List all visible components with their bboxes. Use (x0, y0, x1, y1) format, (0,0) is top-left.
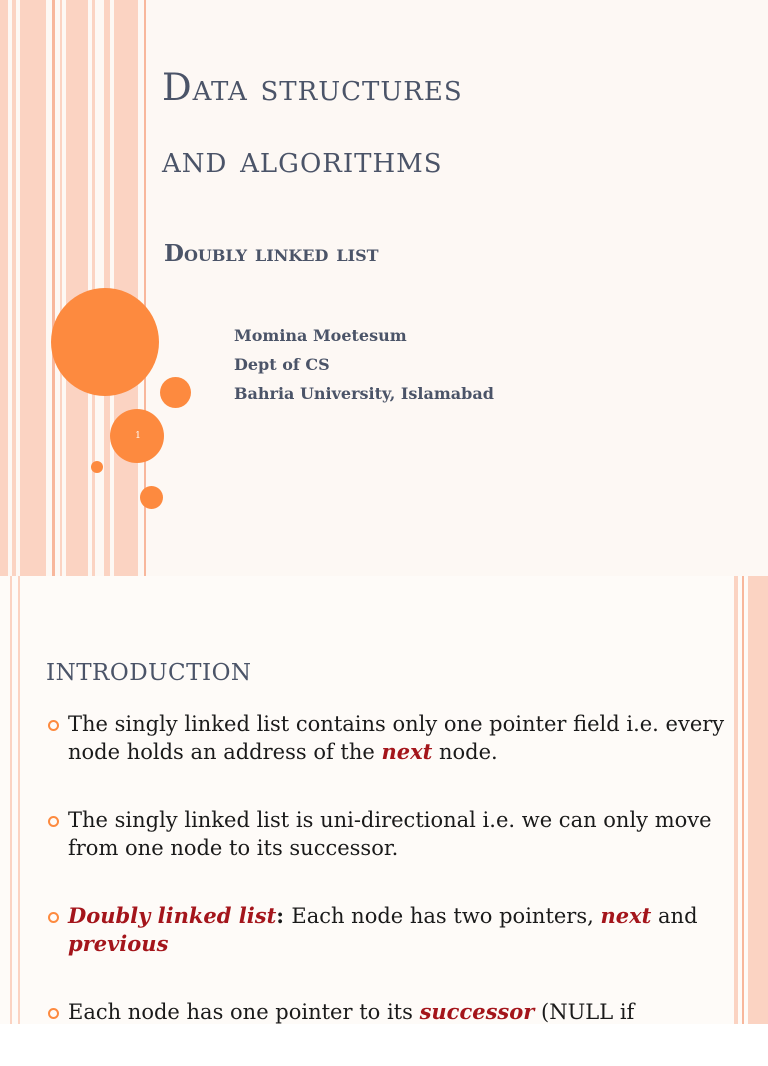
stripe (114, 0, 138, 576)
decorative-circle (91, 461, 103, 473)
bullet-text: The singly linked list is uni-directional i.e. we can only move from one node to its successor. (68, 808, 712, 860)
stripe (12, 0, 16, 576)
bullet-icon (48, 720, 59, 731)
bullet-icon (48, 816, 59, 827)
stripe (748, 576, 768, 1024)
highlighted-term: next (600, 903, 652, 928)
bullet-item (46, 998, 726, 1026)
bullet-text: : (276, 903, 292, 928)
decorative-circle (51, 288, 159, 396)
bullet-text: Each node has one pointer to its (68, 1000, 420, 1024)
decorative-circle (140, 486, 163, 509)
bullet-icon (48, 1008, 59, 1019)
stripe (20, 0, 46, 576)
bullet-text: Each node has two pointers, (291, 904, 601, 928)
bullet-text: and (651, 904, 698, 928)
decorative-circle (160, 377, 191, 408)
bullet-list (46, 710, 726, 1066)
stripe (52, 0, 55, 576)
slide-subtitle: Doubly linked list (164, 240, 379, 267)
author-name: Momina Moetesum (234, 326, 407, 345)
author-department: Dept of CS (234, 355, 330, 374)
bullet-text: (NULL if (534, 1000, 635, 1024)
bullet-item (46, 806, 726, 862)
bullet-item (46, 710, 726, 766)
highlighted-term: next (381, 739, 433, 764)
highlighted-term: Doubly linked list (68, 903, 277, 928)
section-heading: INTRODUCTION (46, 660, 252, 686)
stripe (60, 0, 62, 576)
stripe (734, 576, 738, 1024)
stripe (10, 576, 12, 1024)
page-number: 1 (135, 431, 141, 441)
stripe (0, 0, 8, 576)
stripe (66, 0, 88, 576)
stripe (18, 576, 20, 1024)
author-block (234, 321, 494, 408)
bullet-text: The singly linked list contains only one pointer field i.e. every node holds an address of the (68, 712, 725, 764)
author-university: Bahria University, Islamabad (234, 384, 494, 403)
bullet-icon (48, 912, 59, 923)
slide-title (162, 52, 742, 196)
highlighted-term: previous (68, 931, 169, 956)
title-line: and algorithms (162, 138, 443, 181)
bullet-item (46, 902, 726, 958)
highlighted-term: successor (419, 999, 535, 1024)
title-line: Data structures (162, 66, 463, 109)
bullet-text: node. (432, 740, 498, 764)
stripe (742, 576, 744, 1024)
